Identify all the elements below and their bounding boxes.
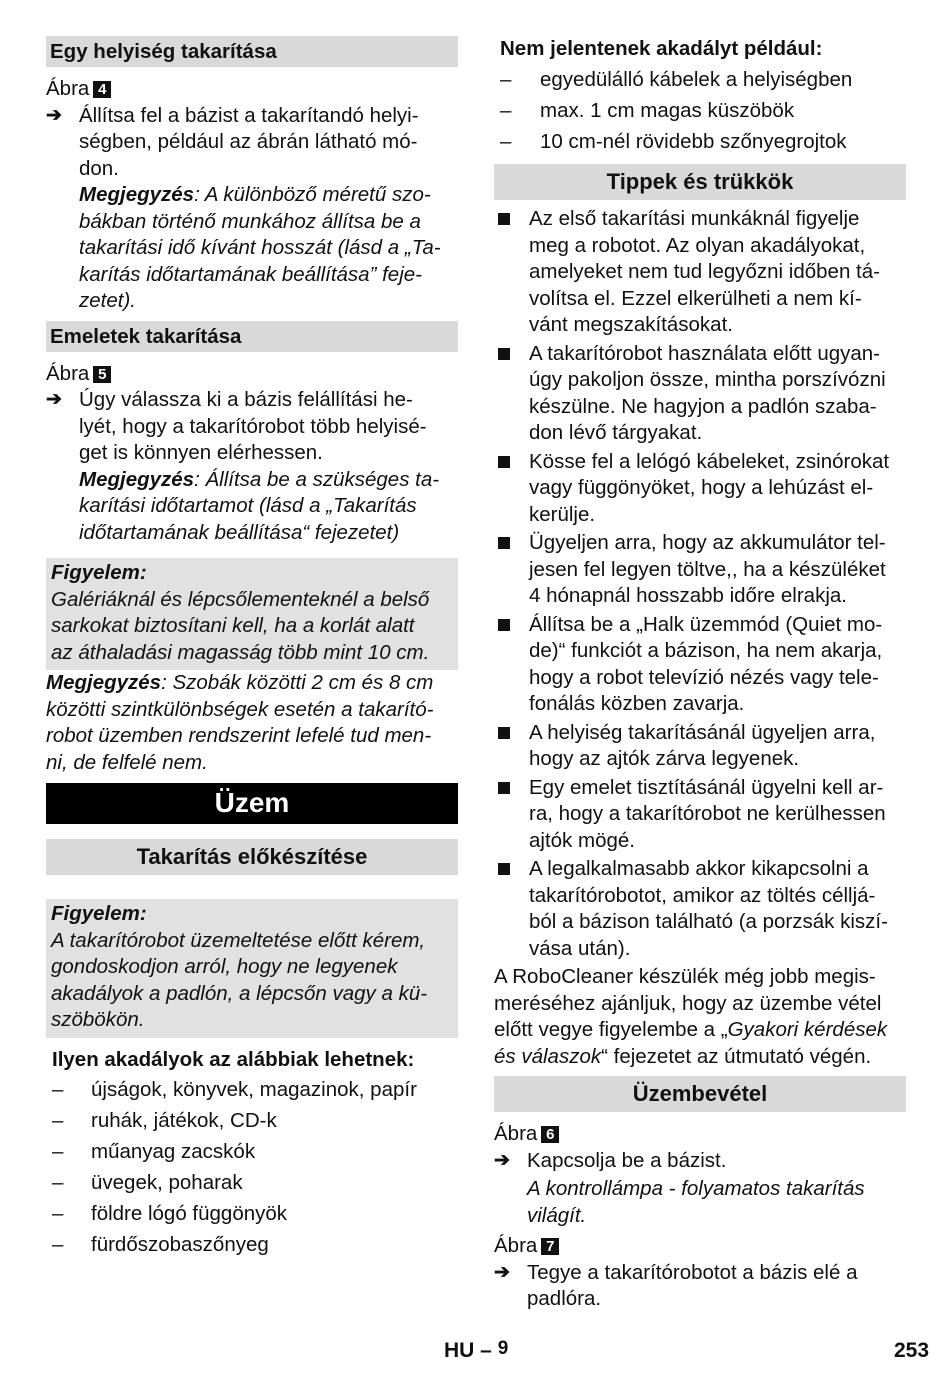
section-heading-floors: Emeletek takarítása — [46, 321, 458, 352]
list-item: A legalkalmasabb akkor kikapcsolni a takarítórobotot, amikor az töltés célljá- ból a bázison található (a porzsák kiszí- vása után). — [494, 856, 906, 962]
figure-reference — [494, 1233, 906, 1260]
obstacles-heading: Ilyen akadályok az alábbiak lehetnek: — [52, 1047, 415, 1071]
not-obstacles-list — [494, 67, 906, 156]
text-line: gondoskodjon arról, hogy ne legyenek — [51, 955, 398, 978]
note-label: Megjegyzés — [79, 183, 195, 206]
page-number: 253 — [894, 1339, 930, 1362]
list-item: Kösse fel a lelógó kábeleket, zsinórokat vagy függönyöket, hogy a lehúzást el- kerülje. — [494, 449, 906, 529]
note-paragraph: Megjegyzés: A különböző méretű szo- bákban történő munkához állítsa be a takarítási idő kívánt hosszát (lásd a „Ta- karítás időtartamának beállítása” feje- zetet). — [46, 182, 458, 315]
list-item: – max. 1 cm magas küszöbök — [500, 98, 795, 122]
warning-title: Figyelem: — [51, 902, 147, 925]
figure-reference — [494, 1121, 906, 1148]
note-paragraph: Megjegyzés: Szobák közötti 2 cm és 8 cm közötti szintkülönbségek esetén a takarító- robot üzemben rendszerint lefelé tud men- ni, de felfelé nem. — [46, 670, 458, 776]
text-line: karítási időtartamot (lásd a „Takarítás — [79, 494, 417, 517]
text-line: lyét, hogy a takarítórobot több helyisé- — [79, 414, 427, 438]
warning-box — [46, 899, 458, 1038]
bullet-square-icon — [494, 206, 529, 339]
list-item: A helyiség takarításánál ügyeljen arra, hogy az ajtók zárva legyenek. — [494, 720, 906, 773]
note-label: Megjegyzés — [79, 467, 195, 491]
text-line: zetet). — [79, 289, 136, 312]
text-line: takarítási idő kívánt hosszát (lásd a „Ta- — [79, 236, 441, 259]
warning-title: Figyelem: — [51, 561, 147, 584]
figure-number-badge: 6 — [541, 1126, 559, 1143]
figure-number-badge: 4 — [93, 81, 111, 98]
figure-reference — [46, 76, 458, 103]
text-line: A takarítórobot üzemeltetése előtt kérem, — [51, 928, 426, 952]
obstacles-list — [46, 1077, 458, 1259]
list-item: – földre lógó függönyök — [52, 1202, 288, 1225]
bullet-square-icon — [494, 856, 529, 962]
text-line: az áthaladási magasság több mint 10 cm. — [51, 640, 430, 664]
chapter-heading-operation: Üzem — [46, 783, 458, 824]
text-line: akadályok a padlón, a lépcsőn vagy a kü- — [51, 981, 428, 1005]
not-obstacles-heading: Nem jelentenek akadályt például: — [500, 37, 823, 60]
list-item: Állítsa be a „Halk üzemmód (Quiet mo- de)“ funkciót a bázison, ha nem akarja, hogy a robot televízió nézés vagy tele- fonálás közben zavarja. — [494, 612, 906, 718]
instruction-step — [46, 103, 458, 183]
bullet-square-icon — [494, 449, 529, 529]
footer-section-page: 9 — [497, 1338, 509, 1359]
list-item: Ügyeljen arra, hogy az akkumulátor tel- jesen fel legyen töltve,, ha a készüléket 4 hónapnál hosszabb időre elrakja. — [494, 530, 906, 610]
list-item: Egy emelet tisztításánál ügyelni kell ar- ra, hogy a takarítórobot ne kerülhessen ajtók mögé. — [494, 775, 906, 855]
figure-label: Ábra — [46, 77, 90, 100]
text-line: ségben, például az ábrán látható mó- — [79, 130, 418, 153]
text-line: bákban történő munkához állítsa be a — [79, 209, 421, 233]
arrow-icon: ➔ — [46, 104, 62, 126]
text-line: don. — [79, 156, 119, 180]
arrow-icon: ➔ — [494, 1261, 510, 1283]
text-line: robot üzemben rendszerint lefelé tud men- — [46, 724, 432, 747]
list-item: – 10 cm-nél rövidebb szőnyegrojtok — [500, 129, 847, 153]
text-line: ni, de felfelé nem. — [46, 750, 208, 774]
intro-paragraph: A RoboCleaner készülék még jobb megis- meréséhez ajánljuk, hogy az üzembe vétel előtt vegye figyelembe a „Gyakori kérdések és válaszok“ fejezetet az útmutató végén. — [494, 965, 888, 1068]
list-item: Az első takarítási munkáknál figyelje meg a robotot. Az olyan akadályokat, amelyeket nem tud legyőzni időben tá- volítsa el. Ezzel elkerülheti a nem kí- vánt megszakításokat. — [494, 206, 906, 339]
figure-label: Ábra — [46, 361, 90, 385]
section-heading-tips: Tippek és trükkök — [494, 164, 906, 200]
bullet-square-icon — [494, 612, 529, 718]
text-line: szöbökön. — [51, 1008, 145, 1031]
section-heading-single-room: Egy helyiség takarítása — [46, 36, 458, 67]
list-item: – egyedülálló kábelek a helyiségben — [500, 67, 853, 91]
list-item: – ruhák, játékok, CD-k — [52, 1109, 277, 1132]
note-paragraph: Megjegyzés: Állítsa be a szükséges ta- karítási időtartamot (lásd a „Takarítás időtartamának beállítása“ fejezetet) — [46, 467, 458, 547]
text-line: Galériáknál és lépcsőlementeknél a belső — [51, 587, 430, 611]
figure-label: Ábra — [494, 1234, 538, 1257]
figure-number-badge: 5 — [93, 366, 111, 383]
list-item: – műanyag zacskók — [52, 1140, 256, 1163]
text-line: get is könnyen elérhessen. — [79, 441, 323, 464]
text-line: közötti szintkülönbségek esetén a takarító- — [46, 697, 434, 721]
left-column — [46, 36, 458, 1259]
instruction-step: ➔ Kapcsolja be a bázist. — [494, 1148, 906, 1175]
warning-box — [46, 558, 458, 670]
text-line: karítás időtartamának beállítása” feje- — [79, 262, 422, 286]
tips-list — [494, 206, 906, 962]
instruction-step: ➔ Tegye a takarítórobotot a bázis elé a padlóra. — [494, 1260, 906, 1313]
figure-label: Ábra — [494, 1122, 538, 1145]
text-line: Úgy válassza ki a bázis felállítási he- — [79, 388, 413, 411]
bullet-square-icon — [494, 341, 529, 447]
bullet-square-icon — [494, 775, 529, 855]
list-item: – üvegek, poharak — [52, 1171, 243, 1194]
list-item: A takarítórobot használata előtt ugyan- úgy pakoljon össze, mintha porszívózni készülne. Ne hagyjon a padlón szaba- don lévő tárgyakat. — [494, 341, 906, 447]
list-item: – fürdőszobaszőnyeg — [52, 1233, 269, 1256]
right-column — [494, 36, 906, 1313]
list-item: – újságok, könyvek, magazinok, papír — [52, 1078, 417, 1101]
bullet-square-icon — [494, 530, 529, 610]
text-line: Állítsa fel a bázist a takarítandó helyi- — [79, 103, 419, 127]
figure-number-badge: 7 — [541, 1238, 559, 1255]
section-heading-preparation: Takarítás előkészítése — [46, 839, 458, 875]
footer-section-label: HU – 9 — [444, 1338, 509, 1362]
arrow-icon: ➔ — [494, 1149, 510, 1171]
figure-reference — [46, 361, 458, 388]
text-line: időtartamának beállítása“ fejezetet) — [79, 520, 400, 544]
section-heading-startup: Üzembevétel — [494, 1076, 906, 1112]
arrow-icon: ➔ — [46, 389, 62, 410]
bullet-square-icon — [494, 720, 529, 773]
text-line: sarkokat biztosítani kell, ha a korlát alatt — [51, 614, 415, 637]
result-note: A kontrollámpa - folyamatos takarítás világít. — [527, 1177, 865, 1227]
note-label: Megjegyzés — [46, 671, 162, 694]
instruction-step — [46, 387, 458, 467]
